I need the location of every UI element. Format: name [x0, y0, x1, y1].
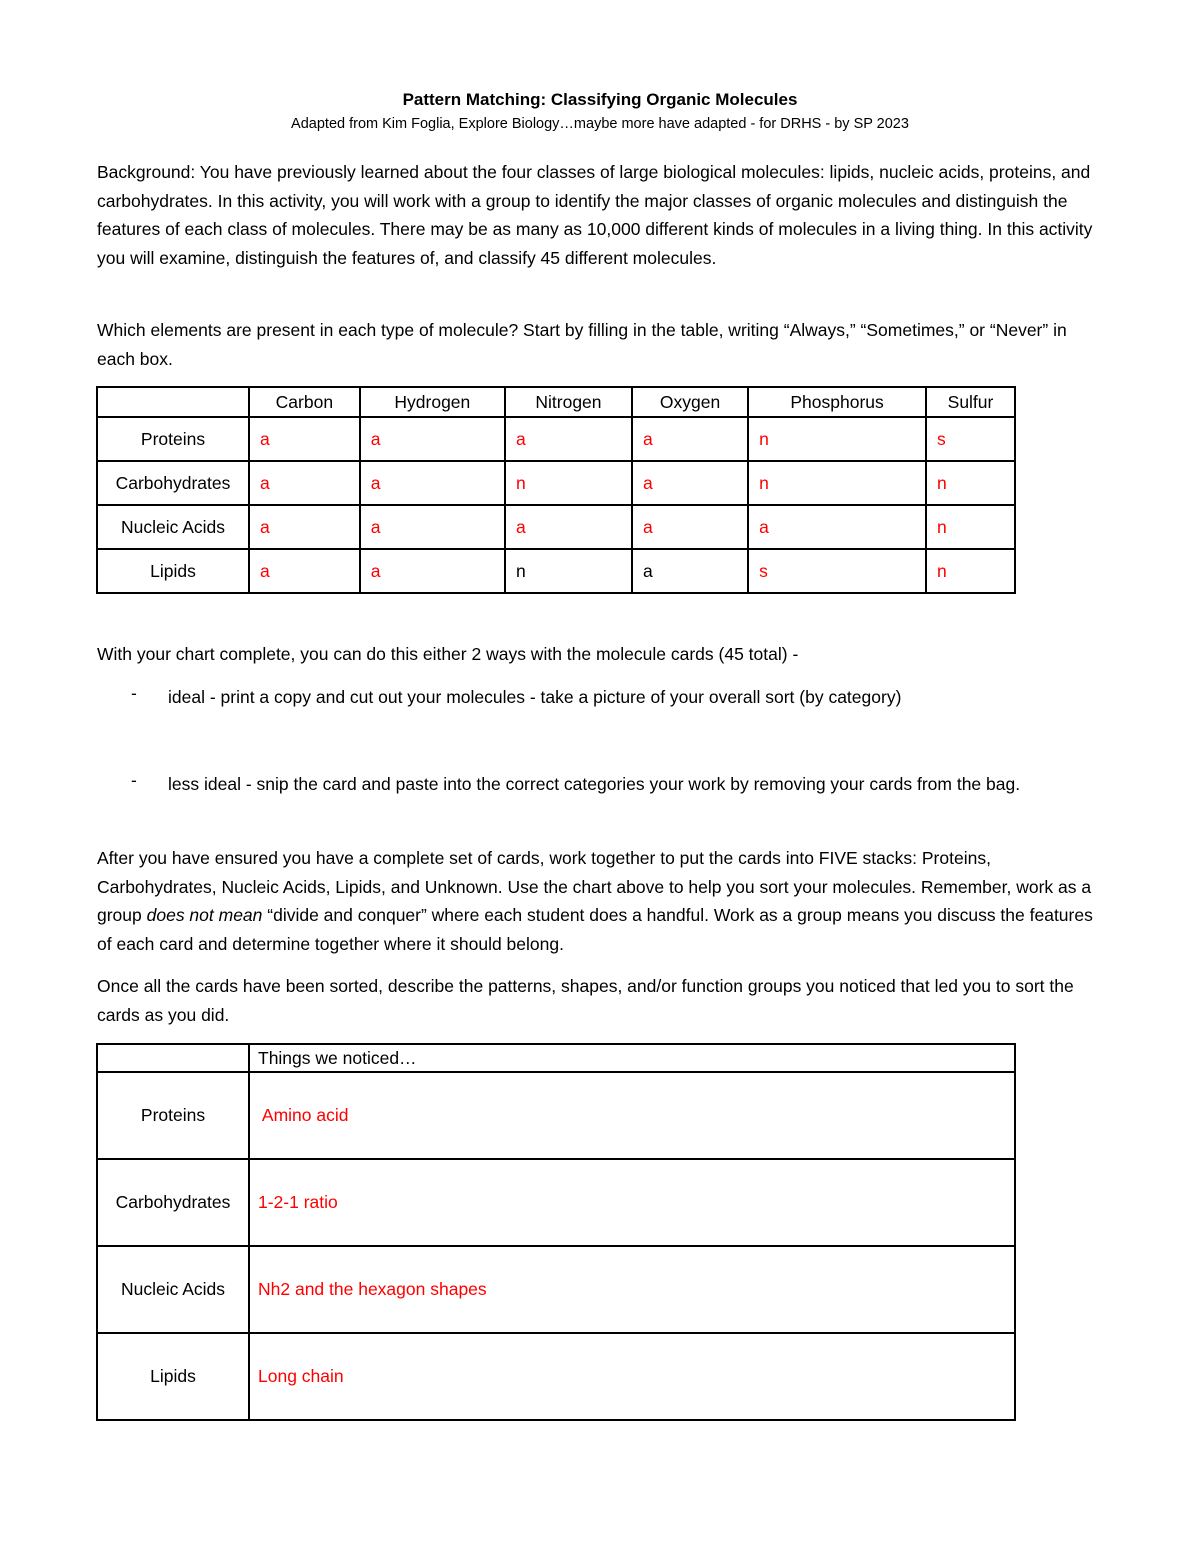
bullet-text: ideal - print a copy and cut out your molecules - take a picture of your overall sort (by category) — [168, 687, 902, 707]
answer-cell: a — [360, 549, 505, 593]
notice-cell: 1-2-1 ratio — [249, 1159, 1015, 1246]
answer-cell: n — [926, 549, 1015, 593]
column-header: Hydrogen — [360, 387, 505, 417]
row-header: Lipids — [97, 1333, 249, 1420]
notice-cell: Long chain — [249, 1333, 1015, 1420]
table-row — [97, 461, 1015, 505]
answer-cell: n — [926, 505, 1015, 549]
corner-cell — [97, 1044, 249, 1072]
table-row — [97, 1246, 1015, 1333]
background-paragraph: Background: You have previously learned about the four classes of large biological molecules: lipids, nucleic acids, proteins, and carbohydrates. In this activity, you will work with a group to identify the major classes of organic molecules and distinguish the features of each class of molecules. There may be as many as 10,000 different kinds of molecules in a living thing. In this activity you will examine, distinguish the features of, and classify 45 different molecules. — [97, 162, 1093, 268]
answer-cell: a — [632, 549, 748, 593]
page-subtitle: Adapted from Kim Foglia, Explore Biology…maybe more have adapted - for DRHS - by SP 2023 — [291, 116, 909, 132]
row-header: Proteins — [97, 1072, 249, 1159]
table-row — [97, 1333, 1015, 1420]
bullet-dash: - — [131, 683, 137, 703]
answer-cell: a — [632, 505, 748, 549]
answer-cell: s — [748, 549, 926, 593]
answer-cell: n — [748, 461, 926, 505]
column-header: Nitrogen — [505, 387, 632, 417]
sort-paragraph — [97, 844, 1107, 958]
table-header-row — [97, 387, 1015, 417]
notice-cell: Amino acid — [249, 1072, 1015, 1159]
notice-table — [96, 1043, 1016, 1421]
answer-cell: n — [505, 549, 632, 593]
answer-cell: a — [505, 505, 632, 549]
row-header: Carbohydrates — [97, 461, 249, 505]
answer-cell: n — [748, 417, 926, 461]
answer-cell: n — [926, 461, 1015, 505]
page-title: Pattern Matching: Classifying Organic Molecules — [402, 90, 798, 109]
sort-text-after: “divide and conquer” where each student does a handful. Work as a group means you discuss the features of each card and determine together where it should belong. — [97, 905, 1093, 954]
answer-cell: a — [249, 549, 360, 593]
table-row — [97, 1159, 1015, 1246]
bullet-dash: - — [131, 770, 137, 790]
row-header: Carbohydrates — [97, 1159, 249, 1246]
answer-cell: a — [249, 417, 360, 461]
answer-cell: a — [249, 505, 360, 549]
answer-cell: a — [748, 505, 926, 549]
column-header: Sulfur — [926, 387, 1015, 417]
row-header: Nucleic Acids — [97, 1246, 249, 1333]
answer-cell: a — [360, 417, 505, 461]
table-header-row — [97, 1044, 1015, 1072]
table-row — [97, 549, 1015, 593]
answer-cell: a — [360, 461, 505, 505]
patterns-paragraph: Once all the cards have been sorted, describe the patterns, shapes, and/or function groups you noticed that led you to sort the cards as you did. — [97, 976, 1074, 1025]
column-header: Things we noticed… — [249, 1044, 1015, 1072]
notice-cell: Nh2 and the hexagon shapes — [249, 1246, 1015, 1333]
table-row — [97, 505, 1015, 549]
corner-cell — [97, 387, 249, 417]
elements-table — [96, 386, 1016, 594]
column-header: Carbon — [249, 387, 360, 417]
answer-cell: a — [632, 417, 748, 461]
row-header: Nucleic Acids — [97, 505, 249, 549]
answer-cell: a — [249, 461, 360, 505]
question-paragraph: Which elements are present in each type of molecule? Start by filling in the table, writing “Always,” “Sometimes,” or “Never” in each box. — [97, 320, 1067, 369]
answer-cell: s — [926, 417, 1015, 461]
row-header: Lipids — [97, 549, 249, 593]
table-row — [97, 1072, 1015, 1159]
column-header: Phosphorus — [748, 387, 926, 417]
sort-text-italic: does not mean — [146, 905, 263, 925]
sort-text-before: After you have ensured you have a complete set of cards, work together to put the cards into FIVE stacks: Proteins, Carbohydrates, Nucleic Acids, Lipids, and Unknown. Use the chart above to help you sort your molecules. Remember, work as a group — [97, 848, 1092, 925]
bullet-text: less ideal - snip the card and paste into the correct categories your work by removing your cards from the bag. — [168, 774, 1021, 794]
chart-complete-paragraph: With your chart complete, you can do this either 2 ways with the molecule cards (45 total) - — [97, 644, 799, 664]
answer-cell: a — [360, 505, 505, 549]
answer-cell: n — [505, 461, 632, 505]
row-header: Proteins — [97, 417, 249, 461]
column-header: Oxygen — [632, 387, 748, 417]
answer-cell: a — [632, 461, 748, 505]
answer-cell: a — [505, 417, 632, 461]
table-row — [97, 417, 1015, 461]
